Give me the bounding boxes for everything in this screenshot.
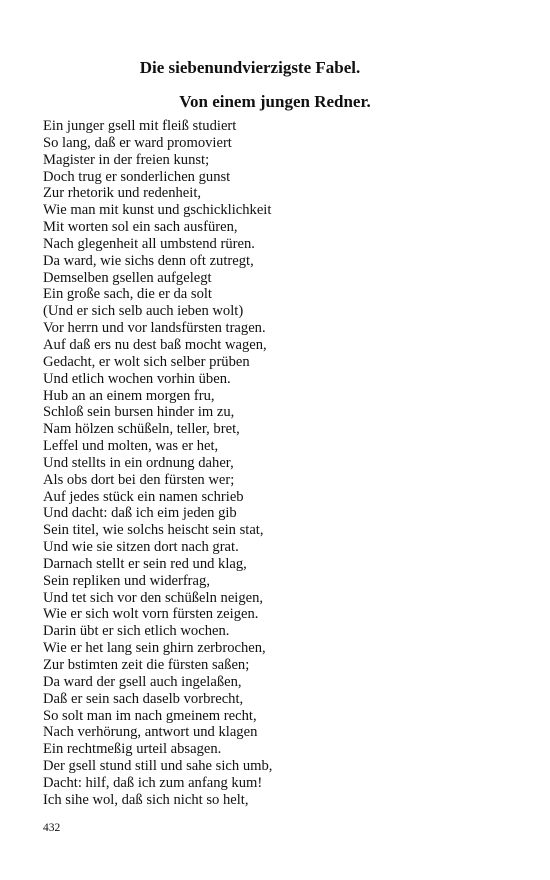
poem-line: Und stellts in ein ordnung daher, (43, 454, 234, 471)
poem-line: Als obs dort bei den fürsten wer; (43, 471, 235, 488)
poem-line: Nam hölzen schüßeln, teller, bret, (43, 421, 240, 438)
poem-line: Ein junger gsell mit fleiß studiert (43, 118, 237, 134)
fable-title: Die siebenundvierzigste Fabel. (139, 58, 361, 77)
poem-line: Leffel und molten, was er het, (43, 438, 219, 455)
poem-line: Vor herrn und vor landsfürsten tragen. (43, 320, 266, 337)
poem-line: Sein repliken und widerfrag, (43, 572, 210, 589)
poem-line: Wie er het lang sein ghirn zerbrochen, (43, 640, 266, 657)
poem-line: (Und er sich selb auch ieben wolt) (43, 303, 244, 320)
poem-line: Dacht: hilf, daß ich zum anfang kum! (43, 774, 263, 791)
poem-line: Der gsell stund still und sahe sich umb, (43, 758, 273, 775)
poem-line: Zur rhetorik und redenheit, (43, 185, 202, 202)
poem-line: Schloß sein bursen hinder im zu, (43, 404, 235, 421)
poem-line: Und etlich wochen vorhin üben. (43, 370, 231, 387)
poem-line: Darnach stellt er sein red und klag, (43, 555, 247, 572)
poem-line: Nach verhörung, antwort und klagen (43, 724, 258, 741)
poem-line: Auf jedes stück ein namen schrieb (43, 488, 244, 505)
poem-line: Ein große sach, die er da solt (43, 286, 212, 303)
poem-line: So solt man im nach gmeinem recht, (43, 707, 257, 724)
poem-line: Sein titel, wie solchs heischt sein stat, (43, 522, 264, 539)
poem-line: Wie man mit kunst und gschicklichkeit (43, 202, 272, 219)
poem-text (43, 118, 272, 809)
poem-line: Wie er sich wolt vorn fürsten zeigen. (43, 606, 259, 623)
poem-line: Mit worten sol ein sach ausfüren, (43, 219, 238, 236)
poem-line: Da ward, wie sichs denn oft zutregt, (43, 252, 254, 269)
poem-line: Auf daß ers nu dest baß mocht wagen, (43, 336, 267, 353)
poem-line: Zur bstimten zeit die fürsten saßen; (43, 657, 250, 673)
poem-line: Doch trug er sonderlichen gunst (43, 168, 231, 185)
fable-subtitle: Von einem jungen Redner. (179, 92, 371, 111)
poem-line: Magister in der freien kunst; (43, 151, 210, 168)
poem-line: Nach glegenheit all umbstend rüren. (43, 235, 255, 252)
poem-line: Demselben gsellen aufgelegt (43, 269, 212, 286)
poem-line: Und tet sich vor den schüßeln neigen, (43, 589, 264, 606)
poem-line: Und dacht: daß ich eim jeden gib (43, 505, 237, 522)
poem-line: Da ward der gsell auch ingelaßen, (43, 673, 242, 690)
poem-line: Ein rechtmeßig urteil absagen. (43, 741, 222, 758)
page-number: 432 (43, 822, 61, 834)
poem-line: Ich sihe wol, daß sich nicht so helt, (43, 791, 249, 808)
poem-line: Darin übt er sich etlich wochen. (43, 623, 230, 640)
poem-line: Und wie sie sitzen dort nach grat. (43, 539, 239, 556)
poem-line: So lang, daß er ward promoviert (43, 134, 232, 151)
poem-line: Daß er sein sach daselb vorbrecht, (43, 690, 244, 707)
poem-line: Gedacht, er wolt sich selber prüben (43, 353, 250, 370)
poem-line: Hub an an einem morgen fru, (43, 387, 215, 404)
